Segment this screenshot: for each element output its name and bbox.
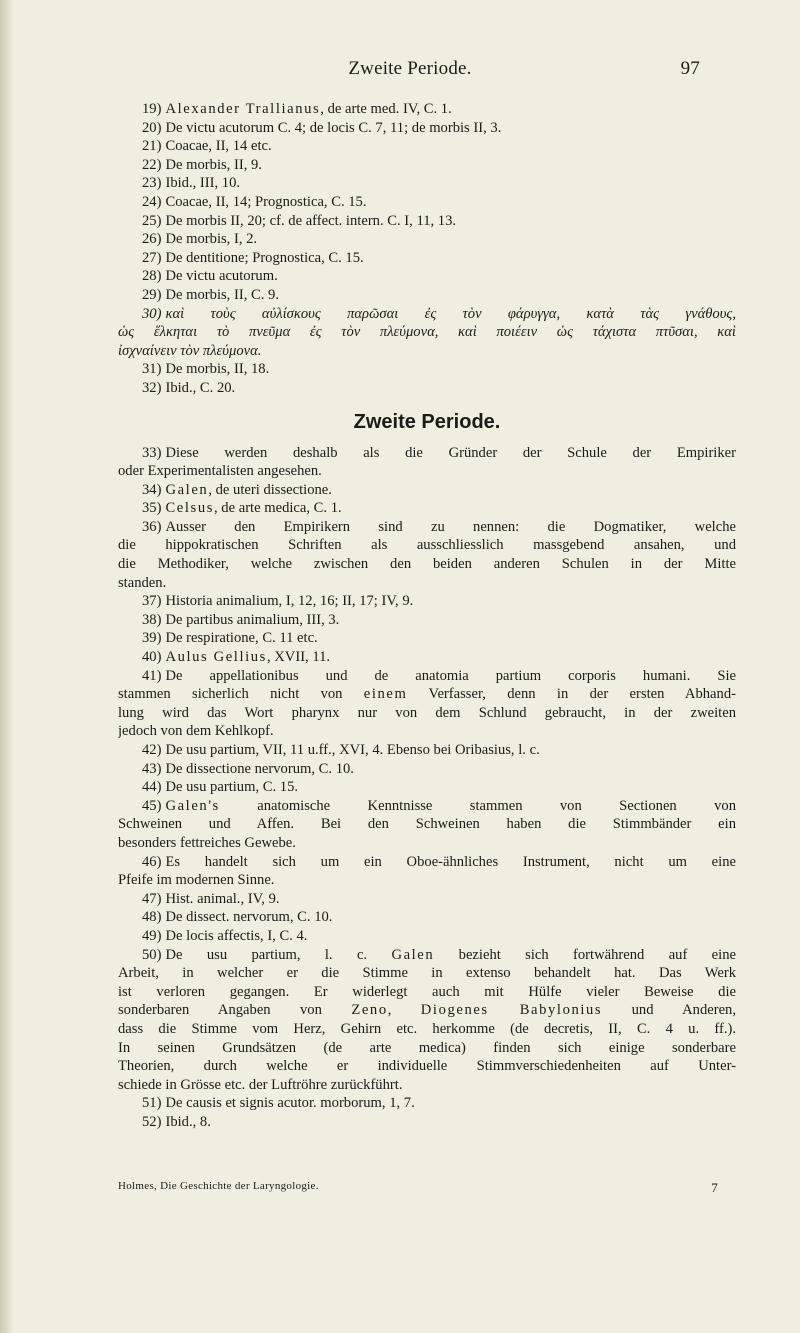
note-text: Coacae, II, 14 etc. bbox=[165, 138, 272, 155]
note-text: Verfasser, denn in der ersten Abhand- bbox=[407, 686, 736, 703]
note-number: 51) bbox=[142, 1095, 162, 1112]
note-text: besonders fettreiches Gewebe. bbox=[118, 834, 296, 851]
note-continuation-line bbox=[118, 704, 736, 723]
author-name: Zeno bbox=[351, 1002, 388, 1019]
note-continuation-line bbox=[118, 323, 736, 342]
note-line bbox=[118, 267, 736, 286]
note-line bbox=[118, 908, 736, 927]
note-number: 38) bbox=[142, 611, 162, 628]
note-continuation-line bbox=[118, 574, 736, 593]
note-text: Arbeit, in welcher er die Stimme in extenso behandelt hat. Das Werk bbox=[118, 965, 736, 982]
note-number: 35) bbox=[142, 500, 162, 517]
note-text: De dentitione; Prognostica, C. 15. bbox=[165, 249, 364, 266]
note-line bbox=[118, 193, 736, 212]
running-title: Zweite Periode. bbox=[348, 58, 472, 79]
note-number: 32) bbox=[142, 379, 162, 396]
note-number: 44) bbox=[142, 779, 162, 796]
note-line bbox=[118, 481, 736, 500]
page-footer bbox=[118, 1180, 718, 1195]
note-line bbox=[118, 1094, 736, 1113]
note-line bbox=[118, 1113, 736, 1132]
note-line bbox=[118, 890, 736, 909]
note-text: , de uteri dissectione. bbox=[208, 481, 332, 498]
note-number: 22) bbox=[142, 156, 162, 173]
author-name: Galen bbox=[391, 946, 435, 963]
note-text: Ibid., 8. bbox=[165, 1113, 211, 1130]
note-text: oder Experimentalisten angesehen. bbox=[118, 463, 322, 480]
note-line bbox=[118, 853, 736, 872]
note-text: καὶ τοὺς αὐλίσκους παρῶσαι ἐς τὸν φάρυγγα, κατὰ τὰς γνάθους, bbox=[165, 305, 736, 322]
note-text: anatomische Kenntnisse stammen von Sectionen von bbox=[219, 797, 736, 814]
note-number: 52) bbox=[142, 1113, 162, 1130]
note-line bbox=[118, 249, 736, 268]
note-number: 24) bbox=[142, 193, 162, 210]
note-text: bezieht sich fortwährend auf eine bbox=[434, 946, 736, 963]
note-number: 45) bbox=[142, 797, 162, 814]
note-line bbox=[118, 305, 736, 324]
note-text: sonderbaren Angaben von bbox=[118, 1002, 352, 1019]
note-line bbox=[118, 286, 736, 305]
note-text: De dissectione nervorum, C. 10. bbox=[165, 760, 354, 777]
note-number: 40) bbox=[142, 649, 162, 666]
note-continuation-line bbox=[118, 815, 736, 834]
note-number: 20) bbox=[142, 119, 162, 136]
note-text: De usu partium, l. c. bbox=[165, 946, 392, 963]
note-continuation-line bbox=[118, 1057, 736, 1076]
note-number: 28) bbox=[142, 268, 162, 285]
note-text: Ibid., C. 20. bbox=[165, 379, 236, 396]
note-continuation-line bbox=[118, 1001, 736, 1020]
note-number: 47) bbox=[142, 890, 162, 907]
note-line bbox=[118, 667, 736, 686]
note-line bbox=[118, 946, 736, 965]
note-number: 19) bbox=[142, 101, 162, 117]
note-text: Es handelt sich um ein Oboe-ähnliches Instrument, nicht um eine bbox=[165, 853, 736, 870]
note-text: standen. bbox=[118, 574, 167, 591]
note-line bbox=[118, 174, 736, 193]
note-number: 23) bbox=[142, 175, 162, 192]
note-text: Theorien, durch welche er individuelle Stimmverschiedenheiten auf Unter- bbox=[118, 1058, 736, 1075]
endnotes bbox=[118, 100, 736, 1131]
note-number: 33) bbox=[142, 444, 162, 461]
note-number: 37) bbox=[142, 593, 162, 610]
note-line bbox=[118, 212, 736, 231]
note-line bbox=[118, 379, 736, 398]
notes-group-hippocrates bbox=[118, 100, 736, 398]
note-text: und Anderen, bbox=[602, 1002, 736, 1019]
note-text: Hist. animal., IV, 9. bbox=[165, 890, 280, 907]
note-text: De morbis, II, C. 9. bbox=[165, 286, 279, 303]
author-name: Alexander Trallianus bbox=[165, 101, 321, 117]
note-text: Coacae, II, 14; Prognostica, C. 15. bbox=[165, 193, 367, 210]
note-number: 49) bbox=[142, 927, 162, 944]
note-number: 34) bbox=[142, 481, 162, 498]
note-text: , XVII, 11. bbox=[266, 649, 331, 666]
note-line bbox=[118, 518, 736, 537]
note-number: 36) bbox=[142, 518, 162, 535]
note-line bbox=[118, 927, 736, 946]
note-number: 30) bbox=[142, 305, 162, 322]
note-line bbox=[118, 360, 736, 379]
note-line bbox=[118, 100, 736, 119]
note-line bbox=[118, 611, 736, 630]
note-number: 31) bbox=[142, 361, 162, 378]
note-continuation-line bbox=[118, 342, 736, 361]
note-continuation-line bbox=[118, 555, 736, 574]
note-line bbox=[118, 760, 736, 779]
note-text: Ibid., III, 10. bbox=[165, 175, 241, 192]
note-text: In seinen Grundsätzen (de arte medica) finden sich einige sonderbare bbox=[118, 1039, 736, 1056]
note-continuation-line bbox=[118, 1020, 736, 1039]
notes-group-second-period bbox=[118, 444, 736, 1132]
note-text: , de arte med. IV, C. 1. bbox=[320, 101, 452, 117]
note-text: De morbis, II, 18. bbox=[165, 361, 270, 378]
note-number: 27) bbox=[142, 249, 162, 266]
note-continuation-line bbox=[118, 462, 736, 481]
author-name: Galen's bbox=[165, 797, 220, 814]
note-line bbox=[118, 797, 736, 816]
note-line bbox=[118, 629, 736, 648]
note-line bbox=[118, 230, 736, 249]
note-line bbox=[118, 137, 736, 156]
note-continuation-line bbox=[118, 1076, 736, 1095]
note-text: De victu acutorum C. 4; de locis C. 7, 11; de morbis II, 3. bbox=[165, 119, 502, 136]
note-continuation-line bbox=[118, 1039, 736, 1058]
note-text: De partibus animalium, III, 3. bbox=[165, 611, 340, 628]
note-number: 42) bbox=[142, 742, 162, 758]
note-line bbox=[118, 119, 736, 138]
note-text: , bbox=[387, 1002, 421, 1019]
author-name: Diogenes Babylonius bbox=[420, 1002, 603, 1019]
note-number: 41) bbox=[142, 667, 162, 684]
note-number: 43) bbox=[142, 760, 162, 777]
note-text: stammen sicherlich nicht von bbox=[118, 686, 364, 703]
note-text: De usu partium, VII, 11 u.ff., XVI, 4. Ebenso bei Oribasius, l. c. bbox=[165, 742, 540, 758]
note-text: ἰσχναίνειν τὸν πλεύμονα. bbox=[118, 342, 262, 359]
note-continuation-line bbox=[118, 685, 736, 704]
note-continuation-line bbox=[118, 834, 736, 853]
note-line bbox=[118, 444, 736, 463]
note-text: , de arte medica, C. 1. bbox=[214, 500, 342, 517]
note-text: die hippokratischen Schriften als ausschliesslich massgebend ansahen, und bbox=[118, 537, 736, 554]
note-continuation-line bbox=[118, 722, 736, 741]
note-continuation-line bbox=[118, 983, 736, 1002]
signature-mark: 7 bbox=[711, 1180, 718, 1195]
note-text: dass die Stimme vom Herz, Gehirn etc. herkomme (de decretis, II, C. 4 u. ff.). bbox=[118, 1020, 736, 1037]
note-text: De morbis II, 20; cf. de affect. intern. C. I, 11, 13. bbox=[165, 212, 457, 229]
note-number: 21) bbox=[142, 138, 162, 155]
note-line bbox=[118, 499, 736, 518]
note-number: 48) bbox=[142, 909, 162, 926]
note-continuation-line bbox=[118, 871, 736, 890]
note-number: 50) bbox=[142, 946, 162, 963]
note-text: ὡς ἕλκηται τὸ πνεῦμα ἐς τὸν πλεύμονα, καὶ ποιέειν ὡς τάχιστα πτῦσαι, καὶ bbox=[118, 324, 736, 341]
note-number: 46) bbox=[142, 853, 162, 870]
page-number: 97 bbox=[680, 58, 700, 79]
author-name: Galen bbox=[165, 481, 209, 498]
note-text: lung wird das Wort pharynx nur von dem Schlund gebraucht, in der zweiten bbox=[118, 704, 736, 721]
author-name: einem bbox=[363, 686, 408, 703]
note-number: 26) bbox=[142, 231, 162, 248]
section-heading: Zweite Periode. bbox=[353, 410, 501, 433]
note-text: De morbis, I, 2. bbox=[165, 231, 258, 248]
note-line bbox=[118, 778, 736, 797]
note-text: De locis affectis, I, C. 4. bbox=[165, 927, 308, 944]
note-text: jedoch von dem Kehlkopf. bbox=[118, 723, 274, 740]
note-number: 29) bbox=[142, 286, 162, 303]
note-text: Diese werden deshalb als die Gründer der Schule der Empiriker bbox=[165, 444, 736, 461]
note-continuation-line bbox=[118, 964, 736, 983]
note-text: De usu partium, C. 15. bbox=[165, 779, 299, 796]
note-line bbox=[118, 741, 736, 760]
note-text: schiede in Grösse etc. der Luftröhre zurückführt. bbox=[118, 1076, 403, 1093]
note-text: De appellationibus und de anatomia partium corporis humani. Sie bbox=[165, 667, 736, 684]
note-text: Pfeife im modernen Sinne. bbox=[118, 872, 275, 889]
note-text: Schweinen und Affen. Bei den Schweinen haben die Stimmbänder ein bbox=[118, 816, 736, 833]
note-number: 25) bbox=[142, 212, 162, 229]
note-text: Historia animalium, I, 12, 16; II, 17; IV, 9. bbox=[165, 593, 414, 610]
note-text: De morbis, II, 9. bbox=[165, 156, 262, 173]
author-name: Celsus bbox=[165, 500, 214, 517]
note-text: ist verloren gegangen. Er widerlegt auch mit Hülfe vieler Beweise die bbox=[118, 983, 736, 1000]
note-text: De dissect. nervorum, C. 10. bbox=[165, 909, 333, 926]
note-number: 39) bbox=[142, 630, 162, 647]
page-edge-shadow bbox=[0, 0, 14, 1333]
note-line bbox=[118, 156, 736, 175]
note-line bbox=[118, 592, 736, 611]
note-text: De victu acutorum. bbox=[165, 268, 278, 285]
note-text: Ausser den Empirikern sind zu nennen: die Dogmatiker, welche bbox=[165, 518, 736, 535]
note-text: De causis et signis acutor. morborum, 1, 7. bbox=[165, 1095, 415, 1112]
footer-citation: Holmes, Die Geschichte der Laryngologie. bbox=[118, 1180, 319, 1192]
author-name: Aulus Gellius bbox=[165, 649, 267, 666]
running-head bbox=[260, 58, 700, 84]
note-line bbox=[118, 648, 736, 667]
note-continuation-line bbox=[118, 536, 736, 555]
note-text: De respiratione, C. 11 etc. bbox=[165, 630, 318, 647]
note-text: die Methodiker, welche zwischen den beiden anderen Schulen in der Mitte bbox=[118, 556, 736, 573]
